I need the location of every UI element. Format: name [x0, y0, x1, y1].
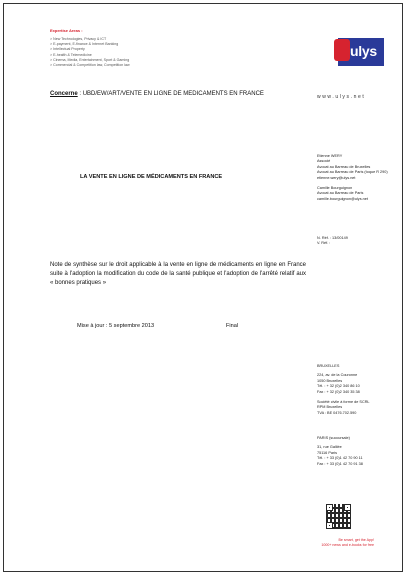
expertise-item: > E-health & Telemedicine: [50, 52, 92, 57]
company-info: RPM Bruxelles: [317, 405, 343, 410]
expertise-item: > Commercial & Competition law, Competition law: [50, 63, 130, 68]
expertise-item: > E-payment, E-finance & Internet Banking: [50, 42, 119, 47]
qr-finder: [344, 504, 351, 511]
qr-finder: [326, 522, 333, 529]
app-promo[interactable]: [321, 538, 374, 548]
office-address: 31, rue Galilée: [317, 445, 342, 450]
promo-line: Be smart, get the App!: [338, 538, 374, 542]
document-status: Final: [226, 323, 239, 329]
promo-line: 1000+ news and e-books for free: [321, 543, 374, 547]
office-address: 1050 Bruxelles: [317, 378, 343, 383]
ulys-logo: [338, 38, 384, 66]
office-tel: Tél. : + 32 (0)2 340 86 10: [317, 384, 360, 389]
office-fax: Fax : + 32 (0)2 340 35 38: [317, 389, 360, 394]
document-title: LA VENTE EN LIGNE DE MÉDICAMENTS EN FRANCE: [80, 174, 223, 180]
office-tel: Tél. : + 33 (0)1 42 70 90 11: [317, 456, 363, 461]
qr-code-icon[interactable]: [326, 504, 351, 529]
concerne-label: Concerne: [50, 91, 78, 97]
document-page: [3, 3, 403, 572]
summary-note: Note de synthèse sur le droit applicable à la vente en ligne de médicaments en ligne en France suite à l'adoption la modification du code de la santé publique et l'adoption de l'arrêté relatif aux « bonnes pratiques »: [50, 262, 306, 286]
our-reference: N. Réf. : 13/00149: [317, 236, 348, 240]
author-email[interactable]: camille.bourguignon@ulys.net: [317, 196, 368, 201]
author-email[interactable]: etienne.wery@ulys.net: [317, 175, 356, 180]
office-brussels: [317, 364, 370, 416]
expertise-item: > Intellectual Property: [50, 47, 85, 52]
company-info: TVA : BE 0476.702.590: [317, 410, 357, 415]
update-date: Mise à jour : 5 septembre 2013: [77, 323, 155, 329]
author-name: Etienne WERY: [317, 154, 343, 158]
website-link[interactable]: www.ulys.net: [317, 94, 366, 100]
author-bar: Avocat au Barreau de Paris: [317, 191, 364, 196]
author-bar: Avocat au Barreau de Bruxelles: [317, 164, 371, 169]
office-address: 224, av. de la Couronne: [317, 373, 358, 378]
office-paris: [317, 436, 363, 467]
your-reference: V. Réf. :: [317, 241, 331, 246]
office-address: 75116 Paris: [317, 450, 337, 455]
office-fax: Fax : + 33 (0)1 42 70 91 38: [317, 461, 363, 466]
author-role: Associé: [317, 159, 331, 164]
expertise-item: > Cinema, Media, Entertainment, Sport & Gaming: [50, 57, 130, 62]
authors-block: [317, 154, 388, 202]
logo-red-mark: [334, 39, 350, 61]
expertise-title: Expertise Areas :: [50, 28, 83, 33]
qr-finder: [326, 504, 333, 511]
logo-text: ulys: [350, 43, 377, 59]
concerne-text: : UBD/EW/ART/VENTE EN LIGNE DE MEDICAMENTS EN FRANCE: [77, 91, 264, 97]
concerne-line: [50, 91, 264, 97]
expertise-areas: [50, 28, 270, 68]
references-block: [317, 236, 348, 247]
expertise-item: > New Technologies, Privacy & ICT: [50, 37, 107, 41]
company-info: Société civile à forme de SCRL: [317, 400, 370, 405]
author-bar: Avocat au Barreau de Paris (toque R 290): [317, 170, 388, 175]
office-name: PARIS (succursale): [317, 436, 350, 440]
author-name: Camille Bourguignon: [317, 186, 353, 191]
office-name: BRUXELLES: [317, 364, 340, 368]
